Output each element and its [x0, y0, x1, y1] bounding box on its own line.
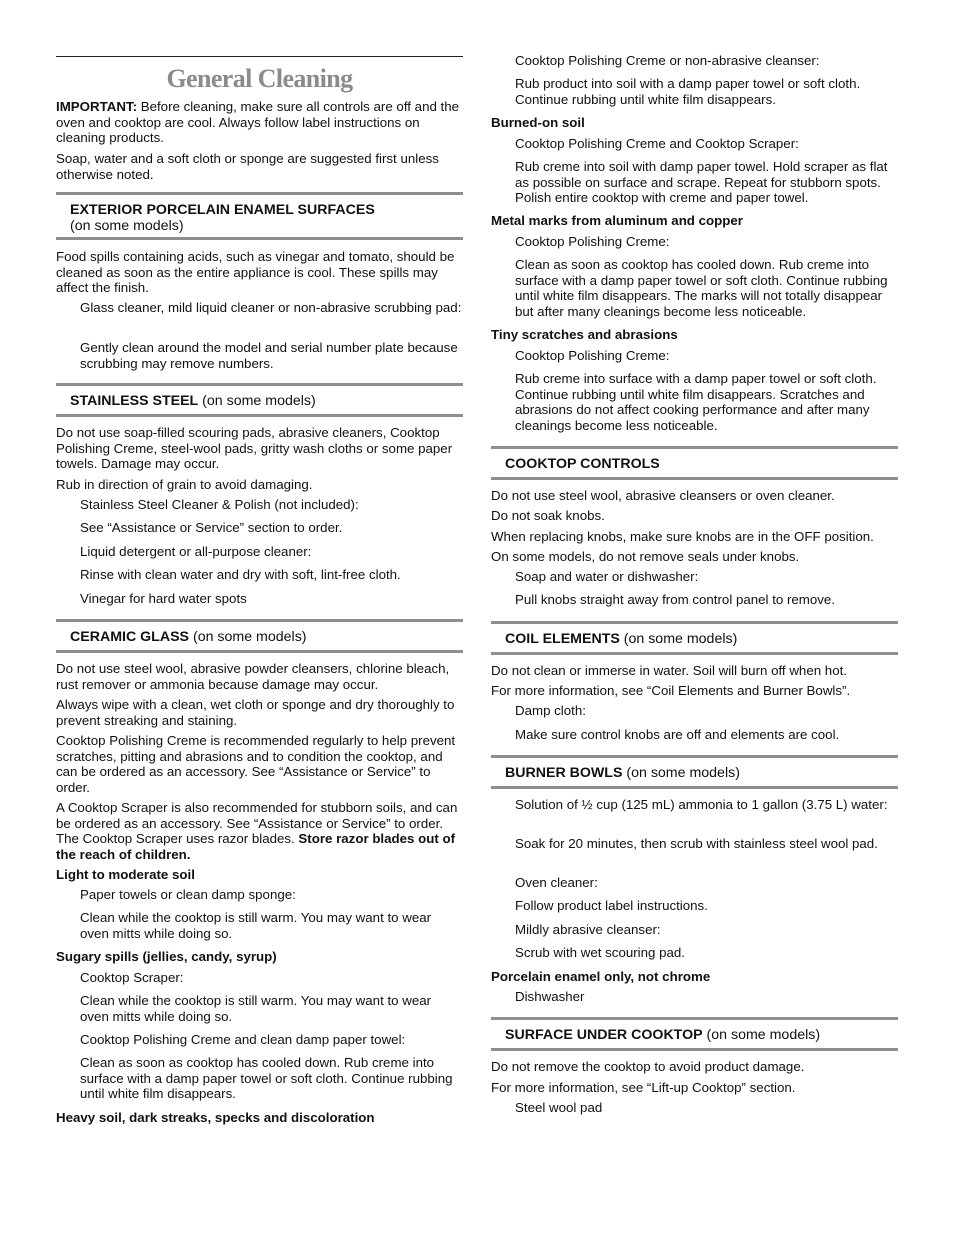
coil-item-2: Make sure control knobs are off and elements are cool.: [515, 727, 840, 742]
stainless-p1: Do not use soap-filled scouring pads, abrasive cleaners, Cooktop Polishing Creme, steel-wool pads, gritty wash cloths or some paper towels. Damage may occur.: [56, 425, 453, 472]
section-note: (on some models): [70, 218, 184, 234]
ceramic-subhead-scratches: Tiny scratches and abrasions: [491, 327, 678, 342]
section-title: BURNER BOWLS: [505, 765, 623, 781]
ceramic-metal-item-2: Clean as soon as cooktop has cooled down. Rub creme into surface with a damp paper towel or soft cloth. Continue rubbing until white film disappears. The marks will not totally disappear but after many cleanings become less noticeable.: [515, 257, 888, 320]
bowls-item-6: Scrub with wet scouring pad.: [515, 945, 685, 960]
ceramic-subhead-sugary: Sugary spills (jellies, candy, syrup): [56, 949, 277, 964]
ceramic-scratches-item-2: Rub creme into surface with a damp paper towel or soft cloth. Continue rubbing until white film disappears. Scratches and abrasions do not affect cooking performance and after many cleanings become less noticeable.: [515, 371, 877, 434]
under-p2: For more information, see “Lift-up Cooktop” section.: [491, 1080, 796, 1095]
under-p1: Do not remove the cooktop to avoid product damage.: [491, 1059, 805, 1074]
ceramic-p4: [56, 800, 463, 863]
ceramic-subhead-heavy: Heavy soil, dark streaks, specks and discoloration: [56, 1110, 375, 1125]
ceramic-subhead-burned: Burned-on soil: [491, 115, 585, 130]
intro-soap: Soap, water and a soft cloth or sponge are suggested first unless otherwise noted.: [56, 151, 439, 182]
stainless-item-1: Stainless Steel Cleaner & Polish (not included):: [80, 497, 359, 512]
section-title: STAINLESS STEEL: [70, 393, 199, 409]
section-note: (on some models): [619, 631, 738, 647]
controls-item-2: Pull knobs straight away from control panel to remove.: [515, 592, 836, 607]
ceramic-heavy-item-1: Cooktop Polishing Creme or non-abrasive cleanser:: [515, 53, 820, 68]
section-header-exterior: [56, 192, 463, 240]
section-header-under: [491, 1017, 898, 1051]
stainless-item-2: See “Assistance or Service” section to order.: [80, 520, 343, 535]
bowls-porcelain-item-1: Dishwasher: [515, 989, 585, 1004]
section-title: SURFACE UNDER COOKTOP: [505, 1027, 703, 1043]
ceramic-sugary-item-2: Clean while the cooktop is still warm. You may want to wear oven mitts while doing so.: [80, 993, 432, 1024]
ceramic-light-item-1: Paper towels or clean damp sponge:: [80, 887, 296, 902]
section-note: (on some models): [622, 765, 740, 781]
controls-p4: On some models, do not remove seals under knobs.: [491, 549, 800, 564]
ceramic-subhead-metal: Metal marks from aluminum and copper: [491, 213, 743, 228]
ceramic-p4-warning: Store razor blades out of the reach of children.: [56, 831, 456, 863]
section-note: (on some models): [702, 1027, 821, 1043]
section-note: (on some models): [189, 629, 307, 645]
stainless-item-5: Vinegar for hard water spots: [80, 591, 247, 606]
ceramic-metal-item-1: Cooktop Polishing Creme:: [515, 234, 670, 249]
ceramic-sugary-item-1: Cooktop Scraper:: [80, 970, 184, 985]
controls-p2: Do not soak knobs.: [491, 508, 605, 523]
bowls-subhead-porcelain: Porcelain enamel only, not chrome: [491, 969, 711, 984]
bowls-item-2: Soak for 20 minutes, then scrub with stainless steel wool pad.: [515, 836, 878, 851]
page-title: General Cleaning: [166, 64, 353, 93]
ceramic-p4-text: A Cooktop Scraper is also recommended for stubborn soils, and can be ordered as an accessory. See “Assistance or Service” to order. The Cooktop Scraper uses razor blades.: [56, 800, 458, 847]
exterior-item-2: Gently clean around the model and serial number plate because scrubbing may remove numbers.: [80, 340, 458, 371]
bowls-item-4: Follow product label instructions.: [515, 898, 708, 913]
ceramic-subhead-light: Light to moderate soil: [56, 867, 195, 882]
section-note: (on some models): [198, 393, 316, 409]
ceramic-scratches-item-1: Cooktop Polishing Creme:: [515, 348, 670, 363]
top-rule: [56, 56, 463, 57]
bowls-item-3: Oven cleaner:: [515, 875, 598, 890]
stainless-item-4: Rinse with clean water and dry with soft, lint-free cloth.: [80, 567, 401, 582]
ceramic-p3: Cooktop Polishing Creme is recommended regularly to help prevent scratches, pitting and abrasions and to condition the cooktop, and can be ordered as an accessory. See “Assistance or Service” to order.: [56, 733, 456, 796]
section-title: COIL ELEMENTS: [505, 631, 620, 647]
ceramic-p1: Do not use steel wool, abrasive powder cleansers, chlorine bleach, rust remover or ammonia because damage may occur.: [56, 661, 450, 692]
stainless-p2: Rub in direction of grain to avoid damaging.: [56, 477, 313, 492]
section-header-coil: [491, 621, 898, 655]
exterior-p1: Food spills containing acids, such as vinegar and tomato, should be cleaned as soon as the entire appliance is cool. These spills may affect the finish.: [56, 249, 455, 296]
ceramic-p2: Always wipe with a clean, wet cloth or sponge and dry thoroughly to prevent streaking and staining.: [56, 697, 455, 728]
exterior-item-1: Glass cleaner, mild liquid cleaner or non-abrasive scrubbing pad:: [80, 300, 462, 315]
important-text: Before cleaning, make sure all controls are off and the oven and cooktop are cool. Always follow label instructions on cleaning products.: [56, 99, 460, 146]
ceramic-sugary-item-3: Cooktop Polishing Creme and clean damp paper towel:: [80, 1032, 406, 1047]
section-header-bowls: [491, 755, 898, 789]
ceramic-sugary-item-4: Clean as soon as cooktop has cooled down. Rub creme into surface with a damp paper towel or soft cloth. Continue rubbing until white film disappears.: [80, 1055, 453, 1102]
controls-p1: Do not use steel wool, abrasive cleansers or oven cleaner.: [491, 488, 835, 503]
stainless-item-3: Liquid detergent or all-purpose cleaner:: [80, 544, 312, 559]
ceramic-heavy-item-2: Rub product into soil with a damp paper towel or soft cloth. Continue rubbing until white film disappears.: [515, 76, 861, 107]
ceramic-light-item-2: Clean while the cooktop is still warm. You may want to wear oven mitts while doing so.: [80, 910, 432, 941]
section-title: COOKTOP CONTROLS: [505, 456, 660, 472]
section-header-ceramic: [56, 619, 463, 653]
controls-p3: When replacing knobs, make sure knobs are in the OFF position.: [491, 529, 874, 544]
bowls-item-1: Solution of ½ cup (125 mL) ammonia to 1 gallon (3.75 L) water:: [515, 797, 888, 812]
important-label: IMPORTANT:: [56, 99, 138, 114]
ceramic-burned-item-1: Cooktop Polishing Creme and Cooktop Scraper:: [515, 136, 799, 151]
section-header-stainless: [56, 383, 463, 417]
section-title: EXTERIOR PORCELAIN ENAMEL SURFACES: [70, 202, 375, 218]
coil-item-1: Damp cloth:: [515, 703, 586, 718]
controls-item-1: Soap and water or dishwasher:: [515, 569, 699, 584]
under-item-1: Steel wool pad: [515, 1100, 603, 1115]
coil-p1: Do not clean or immerse in water. Soil will burn off when hot.: [491, 663, 847, 678]
intro-important: [56, 99, 463, 146]
section-header-controls: [491, 446, 898, 480]
bowls-item-5: Mildly abrasive cleanser:: [515, 922, 661, 937]
section-title: CERAMIC GLASS: [70, 629, 190, 645]
coil-p2: For more information, see “Coil Elements and Burner Bowls”.: [491, 683, 851, 698]
ceramic-burned-item-2: Rub creme into soil with damp paper towel. Hold scraper as flat as possible on surface and scrape. Repeat for stubborn spots. Polish entire cooktop with creme and paper towel.: [515, 159, 888, 206]
